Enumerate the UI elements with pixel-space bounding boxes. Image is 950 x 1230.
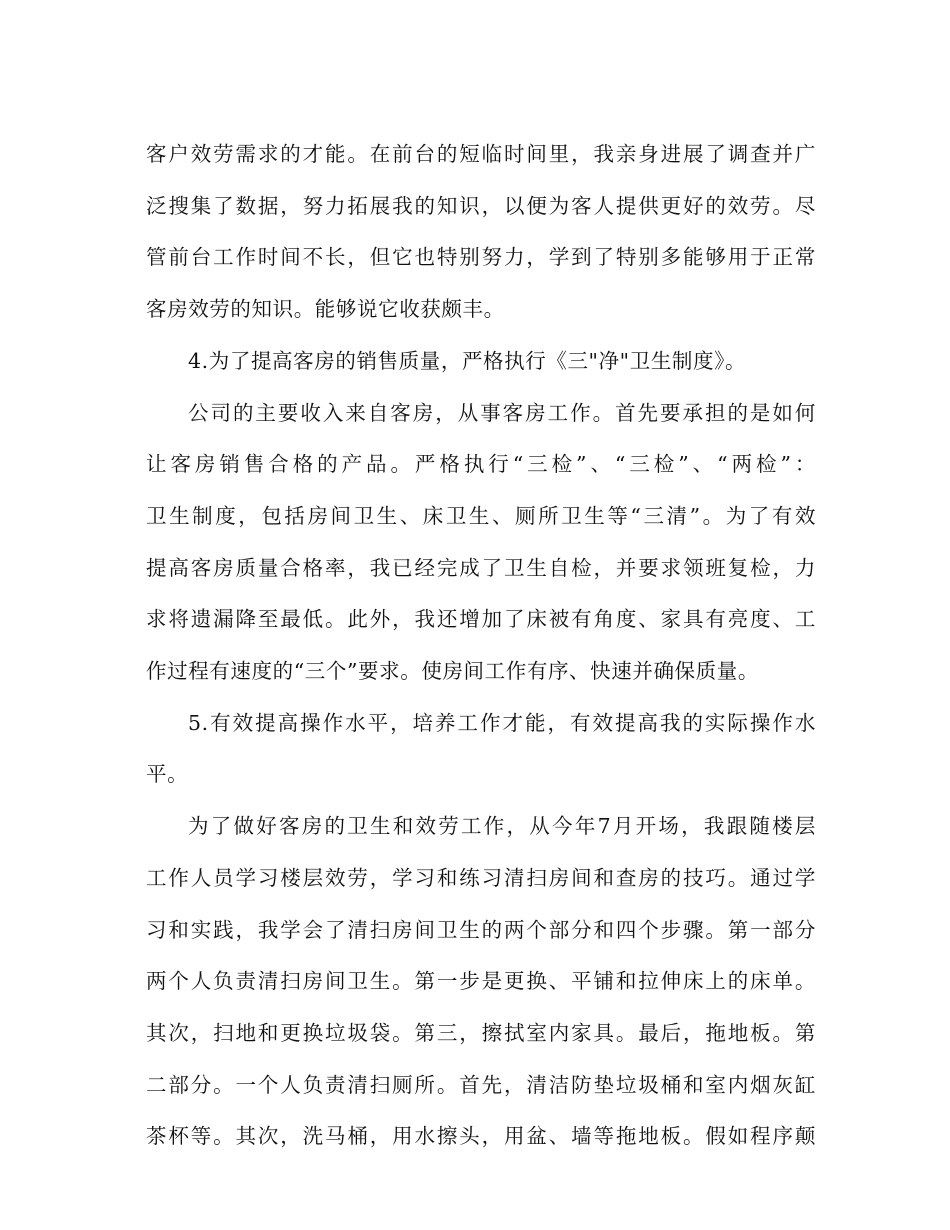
text-line-9: 提高客房质量合格率，我已经完成了卫生自检，并要求领班复检，力 (146, 556, 816, 580)
text-line-15: 工作人员学习楼层效劳，学习和练习清扫房间和查房的技巧。通过学 (146, 866, 816, 890)
text-line-16: 习和实践，我学会了清扫房间卫生的两个部分和四个步骤。第一部分 (146, 918, 816, 942)
text-line-7: 让客房销售合格的产品。严格执行“三检”、“三检”、“两检”： (146, 452, 816, 476)
text-line-19: 二部分。一个人负责清扫厕所。首先，清洁防垫垃圾桶和室内烟灰缸 (146, 1073, 816, 1097)
text-line-2: 泛搜集了数据，努力拓展我的知识，以便为客人提供更好的效劳。尽 (146, 194, 816, 218)
text-line-4: 客房效劳的知识。能够说它收获颇丰。 (146, 297, 505, 321)
heading-line-4: 4.为了提高客房的销售质量，严格执行《三"净"卫生制度》。 (188, 349, 747, 373)
text-line-11: 作过程有速度的“三个”要求。使房间工作有序、快速并确保质量。 (146, 659, 759, 683)
text-line-1: 客户效劳需求的才能。在前台的短临时间里，我亲身进展了调查并广 (146, 142, 816, 166)
heading-line-5: 5.有效提高操作水平，培养工作才能，有效提高我的实际操作水 (188, 711, 816, 735)
text-line-13: 平。 (146, 762, 189, 786)
text-line-14: 为了做好客房的卫生和效劳工作，从今年7月开场，我跟随楼层 (188, 814, 816, 838)
text-line-18: 其次，扫地和更换垃圾袋。第三，擦拭室内家具。最后，拖地板。第 (146, 1021, 816, 1045)
text-line-8: 卫生制度，包括房间卫生、床卫生、厕所卫生等“三清”。为了有效 (146, 504, 816, 528)
text-line-3: 管前台工作时间不长，但它也特别努力，学到了特别多能够用于正常 (146, 245, 816, 269)
text-line-20: 茶杯等。其次，洗马桶，用水擦头，用盆、墙等拖地板。假如程序颠 (146, 1124, 816, 1148)
text-line-6: 公司的主要收入来自客房，从事客房工作。首先要承担的是如何 (188, 401, 816, 425)
text-line-17: 两个人负责清扫房间卫生。第一步是更换、平铺和拉伸床上的床单。 (146, 969, 816, 993)
text-line-10: 求将遗漏降至最低。此外，我还增加了床被有角度、家具有亮度、工 (146, 607, 816, 631)
